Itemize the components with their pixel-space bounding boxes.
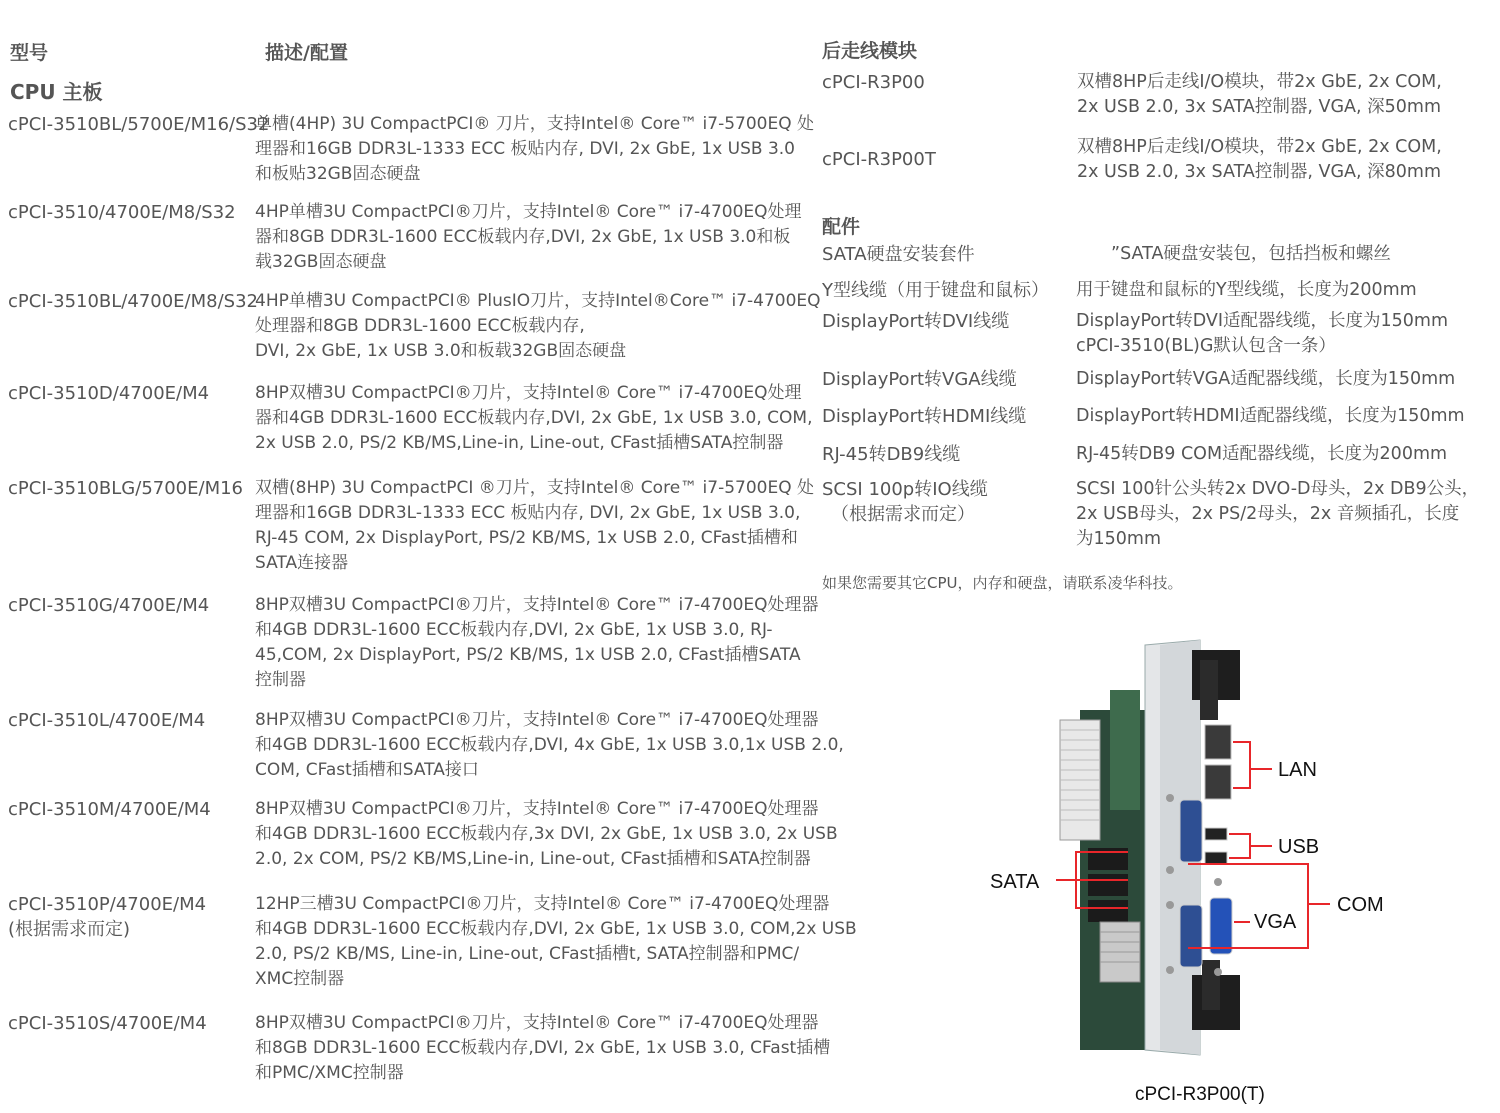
table-row-description xyxy=(255,112,815,187)
section-title-cpu: CPU 主板 xyxy=(10,80,103,104)
accessory-description xyxy=(1076,477,1479,552)
description-line: 4HP单槽3U CompactPCI®刀片，支持Intel® Core™ i7-4700EQ处理 xyxy=(255,202,802,222)
accessory-description xyxy=(1076,442,1447,467)
label-sata: SATA xyxy=(990,871,1040,893)
description-line: 载32GB固态硬盘 xyxy=(255,252,387,272)
description-line: 45,COM, 2x DisplayPort, PS/2 KB/MS, 1x USB 2.0, CFast插槽SATA xyxy=(255,645,801,665)
description-line: 双槽8HP后走线I/O模块，带2x GbE, 2x COM, xyxy=(1077,72,1442,92)
table-row-model xyxy=(8,708,205,733)
table-row-model xyxy=(8,892,206,942)
table-row-model xyxy=(8,476,243,501)
accessory-name xyxy=(822,242,975,267)
description-line: RJ-45转DB9 COM适配器线缆，长度为200mm xyxy=(1076,444,1448,464)
table-row-model xyxy=(8,200,236,225)
model-name: cPCI-3510BLG/5700E/M16 xyxy=(8,478,244,499)
table-row-model xyxy=(8,797,211,822)
description-line: 2x USB 2.0, PS/2 KB/MS,Line-in, Line-out, CFast插槽SATA控制器 xyxy=(255,433,784,453)
contact-note: 如果您需要其它CPU，内存和硬盘，请联系凌华科技。 xyxy=(822,574,1183,592)
accessory-description xyxy=(1076,367,1455,392)
model-note: (根据需求而定) xyxy=(8,919,131,940)
table-row-description xyxy=(255,200,815,275)
accessory-description xyxy=(1076,278,1417,303)
accessory-description xyxy=(1076,242,1391,267)
description-line: 2x USB 2.0, 3x SATA控制器, VGA, 深50mm xyxy=(1077,97,1442,117)
table-row-description xyxy=(255,708,844,783)
description-line: 为150mm xyxy=(1076,529,1161,549)
description-line: 和4GB DDR3L-1600 ECC板载内存,DVI, 4x GbE, 1x USB 3.0,1x USB 2.0, xyxy=(255,735,844,755)
accessory-name-line: DisplayPort转DVI线缆 xyxy=(822,311,1010,332)
model-name: cPCI-3510L/4700E/M4 xyxy=(8,710,206,731)
table-row-model xyxy=(8,112,269,137)
description-line: 2x USB 2.0, 3x SATA控制器, VGA, 深80mm xyxy=(1077,162,1442,182)
section-title-accessories: 配件 xyxy=(822,216,861,238)
rear-module-figure xyxy=(960,630,1500,1070)
column-header-model: 型号 xyxy=(10,42,49,64)
table-row-description xyxy=(255,289,821,364)
description-line: 和4GB DDR3L-1600 ECC板载内存,DVI, 2x GbE, 1x USB 3.0, RJ- xyxy=(255,620,773,640)
model-name: cPCI-3510BL/4700E/M8/S32 xyxy=(8,291,258,312)
description-line: 双槽(8HP) 3U CompactPCI ®刀片，支持Intel® Core™ i7-5700EQ 处 xyxy=(255,478,815,498)
label-lan: LAN xyxy=(1278,759,1317,781)
description-line: 器和4GB DDR3L-1600 ECC板载内存,DVI, 2x GbE, 1x USB 3.0, COM, xyxy=(255,408,813,428)
description-line: DisplayPort转DVI适配器线缆，长度为150mm xyxy=(1076,311,1448,331)
accessory-name-line: Y型线缆（用于键盘和鼠标） xyxy=(822,280,1049,301)
description-line: 和板贴32GB固态硬盘 xyxy=(255,164,421,184)
description-line: 和8GB DDR3L-1600 ECC板载内存,DVI, 2x GbE, 1x USB 3.0, CFast插槽 xyxy=(255,1038,831,1058)
description-line: 12HP三槽3U CompactPCI®刀片，支持Intel® Core™ i7-4700EQ处理器 xyxy=(255,894,830,914)
description-line: 处理器和8GB DDR3L-1600 ECC板载内存, xyxy=(255,316,585,336)
accessory-name-line: DisplayPort转VGA线缆 xyxy=(822,369,1017,390)
rear-module-model: cPCI-R3P00 xyxy=(822,72,925,93)
description-line: 双槽8HP后走线I/O模块，带2x GbE, 2x COM, xyxy=(1077,137,1442,157)
description-line: 2x USB母头，2x PS/2母头，2x 音频插孔，长度 xyxy=(1076,504,1460,524)
description-line: 8HP双槽3U CompactPCI®刀片，支持Intel® Core™ i7-4700EQ处理器 xyxy=(255,595,819,615)
description-line: 控制器 xyxy=(255,670,306,690)
description-line: DVI, 2x GbE, 1x USB 3.0和板载32GB固态硬盘 xyxy=(255,341,627,361)
table-row-model xyxy=(8,289,258,314)
accessory-description xyxy=(1076,404,1465,429)
description-line: SCSI 100针公头转2x DVO-D母头，2x DB9公头， xyxy=(1076,479,1480,499)
accessory-name xyxy=(822,477,988,527)
description-line: SATA连接器 xyxy=(255,553,349,573)
description-line: 8HP双槽3U CompactPCI®刀片，支持Intel® Core™ i7-4700EQ处理器 xyxy=(255,1013,819,1033)
description-line: cPCI-3510(BL)G默认包含一条） xyxy=(1076,336,1336,356)
model-name: cPCI-3510P/4700E/M4 xyxy=(8,894,207,915)
description-line: XMC控制器 xyxy=(255,969,345,989)
label-com: COM xyxy=(1337,894,1384,916)
description-line: 理器和16GB DDR3L-1333 ECC 板贴内存, DVI, 2x GbE, 1x USB 3.0, xyxy=(255,503,801,523)
accessory-name-line: SATA硬盘安装套件 xyxy=(822,244,975,265)
column-header-description: 描述/配置 xyxy=(265,42,348,64)
accessory-name xyxy=(822,278,1049,303)
model-name: cPCI-3510M/4700E/M4 xyxy=(8,799,211,820)
description-line: RJ-45 COM, 2x DisplayPort, PS/2 KB/MS, 1x USB 2.0, CFast插槽和 xyxy=(255,528,798,548)
accessory-name xyxy=(822,404,1026,429)
model-name: cPCI-3510G/4700E/M4 xyxy=(8,595,210,616)
table-row-description xyxy=(255,797,838,872)
description-line: 单槽(4HP) 3U CompactPCI® 刀片，支持Intel® Core™ i7-5700EQ 处 xyxy=(255,114,815,134)
accessory-name-line: SCSI 100p转IO线缆 xyxy=(822,479,988,500)
accessory-name-line: RJ-45转DB9线缆 xyxy=(822,444,961,465)
rear-module-model: cPCI-R3P00T xyxy=(822,149,936,170)
rear-module-description xyxy=(1077,135,1442,185)
table-row-description xyxy=(255,381,815,456)
description-line: 和4GB DDR3L-1600 ECC板载内存,3x DVI, 2x GbE, 1x USB 3.0, 2x USB xyxy=(255,824,838,844)
accessory-name xyxy=(822,367,1017,392)
label-vga: VGA xyxy=(1254,911,1297,933)
table-row-description xyxy=(255,892,857,992)
figure-caption: cPCI-R3P00(T) xyxy=(1135,1084,1265,1105)
table-row-description xyxy=(255,476,815,576)
description-line: 8HP双槽3U CompactPCI®刀片，支持Intel® Core™ i7-4700EQ处理器 xyxy=(255,710,819,730)
accessory-description xyxy=(1076,309,1448,359)
model-name: cPCI-3510BL/5700E/M16/S32 xyxy=(8,114,270,135)
accessory-name xyxy=(822,442,960,467)
description-line: 8HP双槽3U CompactPCI®刀片，支持Intel® Core™ i7-4700EQ处理 xyxy=(255,383,802,403)
table-row-model xyxy=(8,1011,207,1036)
description-line: 器和8GB DDR3L-1600 ECC板载内存,DVI, 2x GbE, 1x USB 3.0和板 xyxy=(255,227,791,247)
description-line: 4HP单槽3U CompactPCI® PlusIO刀片，支持Intel®Core™ i7-4700EQ xyxy=(255,291,821,311)
description-line: 和4GB DDR3L-1600 ECC板载内存,DVI, 2x GbE, 1x USB 3.0, COM,2x USB xyxy=(255,919,857,939)
accessory-name-line: （根据需求而定） xyxy=(822,504,975,525)
rear-module-description xyxy=(1077,70,1442,120)
table-row-description xyxy=(255,593,819,693)
description-line: 用于键盘和鼠标的Y型线缆，长度为200mm xyxy=(1076,280,1417,300)
section-title-rear-module: 后走线模块 xyxy=(822,40,918,62)
description-line: DisplayPort转HDMI适配器线缆，长度为150mm xyxy=(1076,406,1465,426)
description-line: DisplayPort转VGA适配器线缆，长度为150mm xyxy=(1076,369,1456,389)
description-line: COM, CFast插槽和SATA接口 xyxy=(255,760,479,780)
description-line: 和PMC/XMC控制器 xyxy=(255,1063,404,1083)
description-line: 理器和16GB DDR3L-1333 ECC 板贴内存, DVI, 2x GbE, 1x USB 3.0 xyxy=(255,139,795,159)
description-line: 2.0, 2x COM, PS/2 KB/MS,Line-in, Line-out, CFast插槽和SATA控制器 xyxy=(255,849,811,869)
label-usb: USB xyxy=(1278,836,1320,858)
accessory-name-line: DisplayPort转HDMI线缆 xyxy=(822,406,1027,427)
model-name: cPCI-3510D/4700E/M4 xyxy=(8,383,210,404)
table-row-model xyxy=(8,381,209,406)
accessory-name xyxy=(822,309,1009,334)
description-line: ”SATA硬盘安装包，包括挡板和螺丝 xyxy=(1076,244,1391,264)
table-row-model xyxy=(8,593,209,618)
model-name: cPCI-3510/4700E/M8/S32 xyxy=(8,202,236,223)
module-board-image xyxy=(1060,640,1240,1055)
model-name: cPCI-3510S/4700E/M4 xyxy=(8,1013,207,1034)
description-line: 8HP双槽3U CompactPCI®刀片，支持Intel® Core™ i7-4700EQ处理器 xyxy=(255,799,819,819)
table-row-description xyxy=(255,1011,831,1086)
description-line: 2.0, PS/2 KB/MS, Line-in, Line-out, CFast插槽t, SATA控制器和PMC/ xyxy=(255,944,800,964)
